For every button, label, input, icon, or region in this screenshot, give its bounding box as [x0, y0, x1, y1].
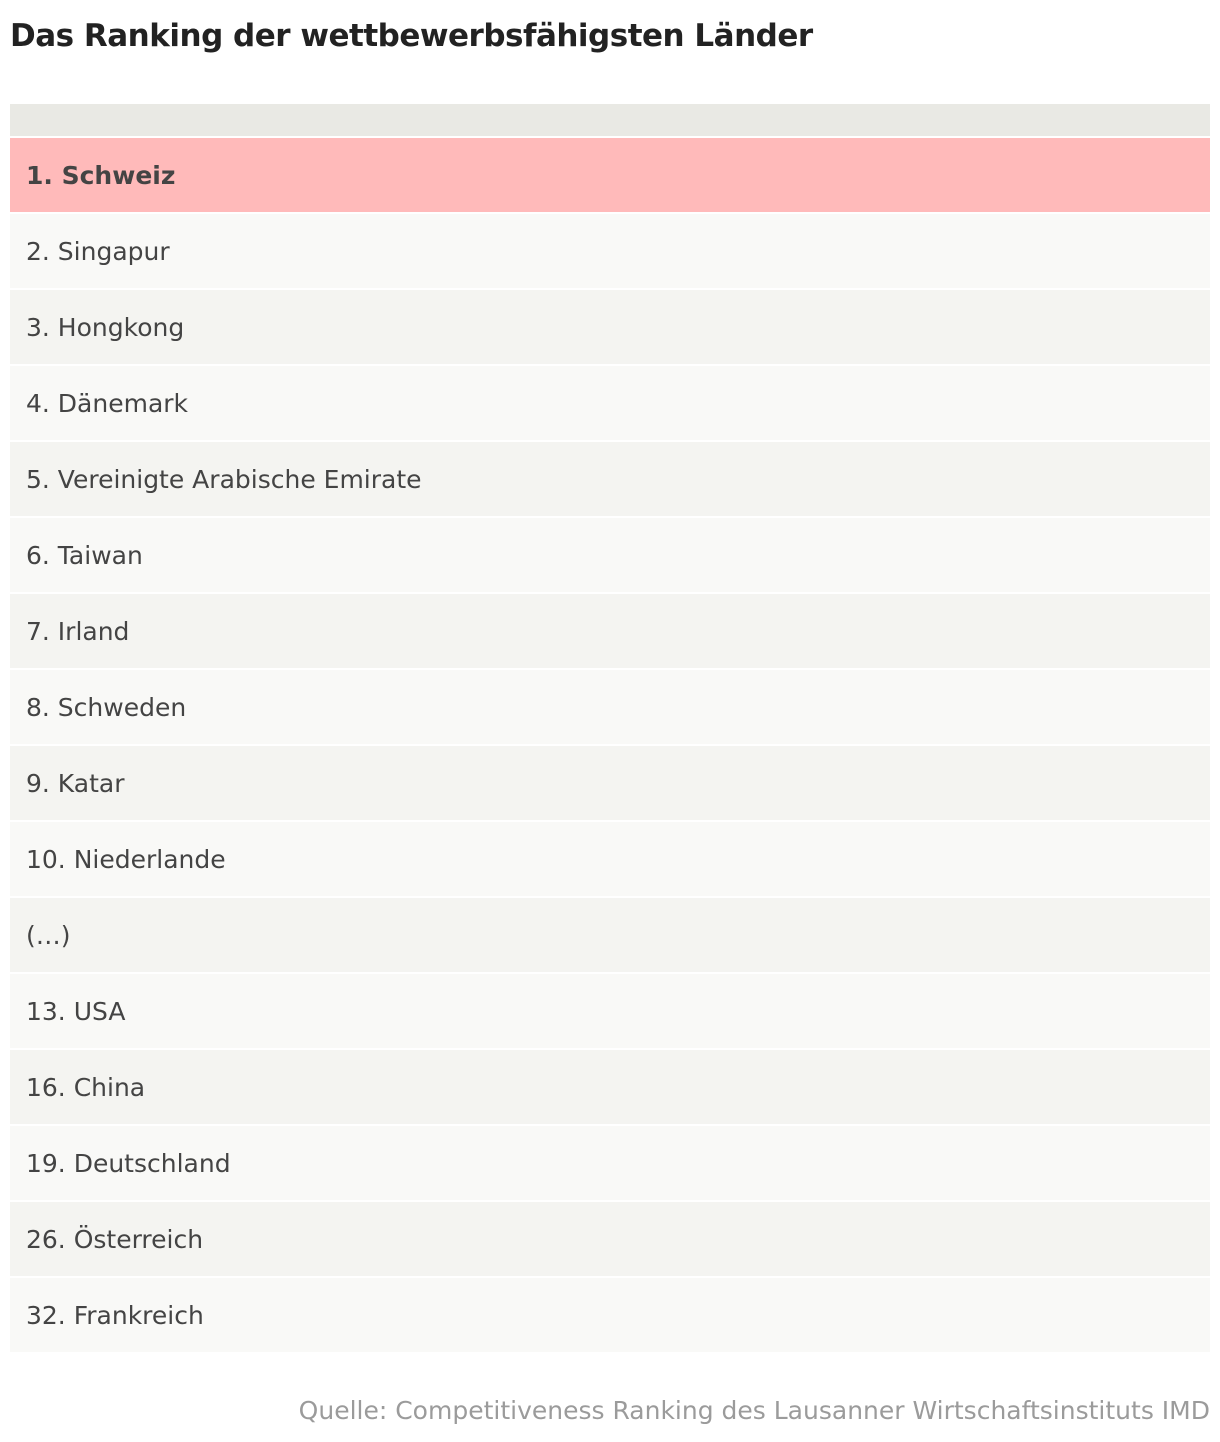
table-cell: 6. Taiwan: [26, 540, 143, 570]
table-body: [10, 138, 1210, 1354]
table-cell: 32. Frankreich: [26, 1300, 204, 1330]
source-note: Quelle: Competitiveness Ranking des Lausanner Wirtschaftsinstituts IMD: [298, 1396, 1210, 1425]
table-row: [10, 518, 1210, 594]
table-row: [10, 974, 1210, 1050]
table-cell: 8. Schweden: [26, 692, 187, 722]
table-row: [10, 1050, 1210, 1126]
table-row: [10, 214, 1210, 290]
table-header: [10, 104, 1210, 138]
table-cell: 16. China: [26, 1072, 146, 1102]
table-cell: 2. Singapur: [26, 236, 170, 266]
table-row: [10, 366, 1210, 442]
table-row: [10, 1278, 1210, 1354]
table-cell: 5. Vereinigte Arabische Emirate: [26, 464, 422, 494]
table-row-highlighted: [10, 138, 1210, 214]
table-cell: (…): [26, 920, 71, 950]
table-row: [10, 898, 1210, 974]
table-row: [10, 442, 1210, 518]
table-cell: 4. Dänemark: [26, 388, 189, 418]
table-cell: 13. USA: [26, 996, 126, 1026]
table-row: [10, 670, 1210, 746]
table-row: [10, 1126, 1210, 1202]
table-cell: 9. Katar: [26, 768, 125, 798]
table-cell: 19. Deutschland: [26, 1148, 231, 1178]
table-row: [10, 594, 1210, 670]
table-row: [10, 822, 1210, 898]
table-cell: 1. Schweiz: [26, 160, 176, 190]
table-row: [10, 746, 1210, 822]
chart-title: Das Ranking der wettbewerbsfähigsten Länder: [10, 18, 813, 54]
ranking-table: [10, 104, 1210, 1354]
table-cell: 10. Niederlande: [26, 844, 226, 874]
table-row: [10, 290, 1210, 366]
table-row: [10, 1202, 1210, 1278]
table-cell: 26. Österreich: [26, 1224, 204, 1254]
table-cell: 7. Irland: [26, 616, 130, 646]
table-cell: 3. Hongkong: [26, 312, 185, 342]
